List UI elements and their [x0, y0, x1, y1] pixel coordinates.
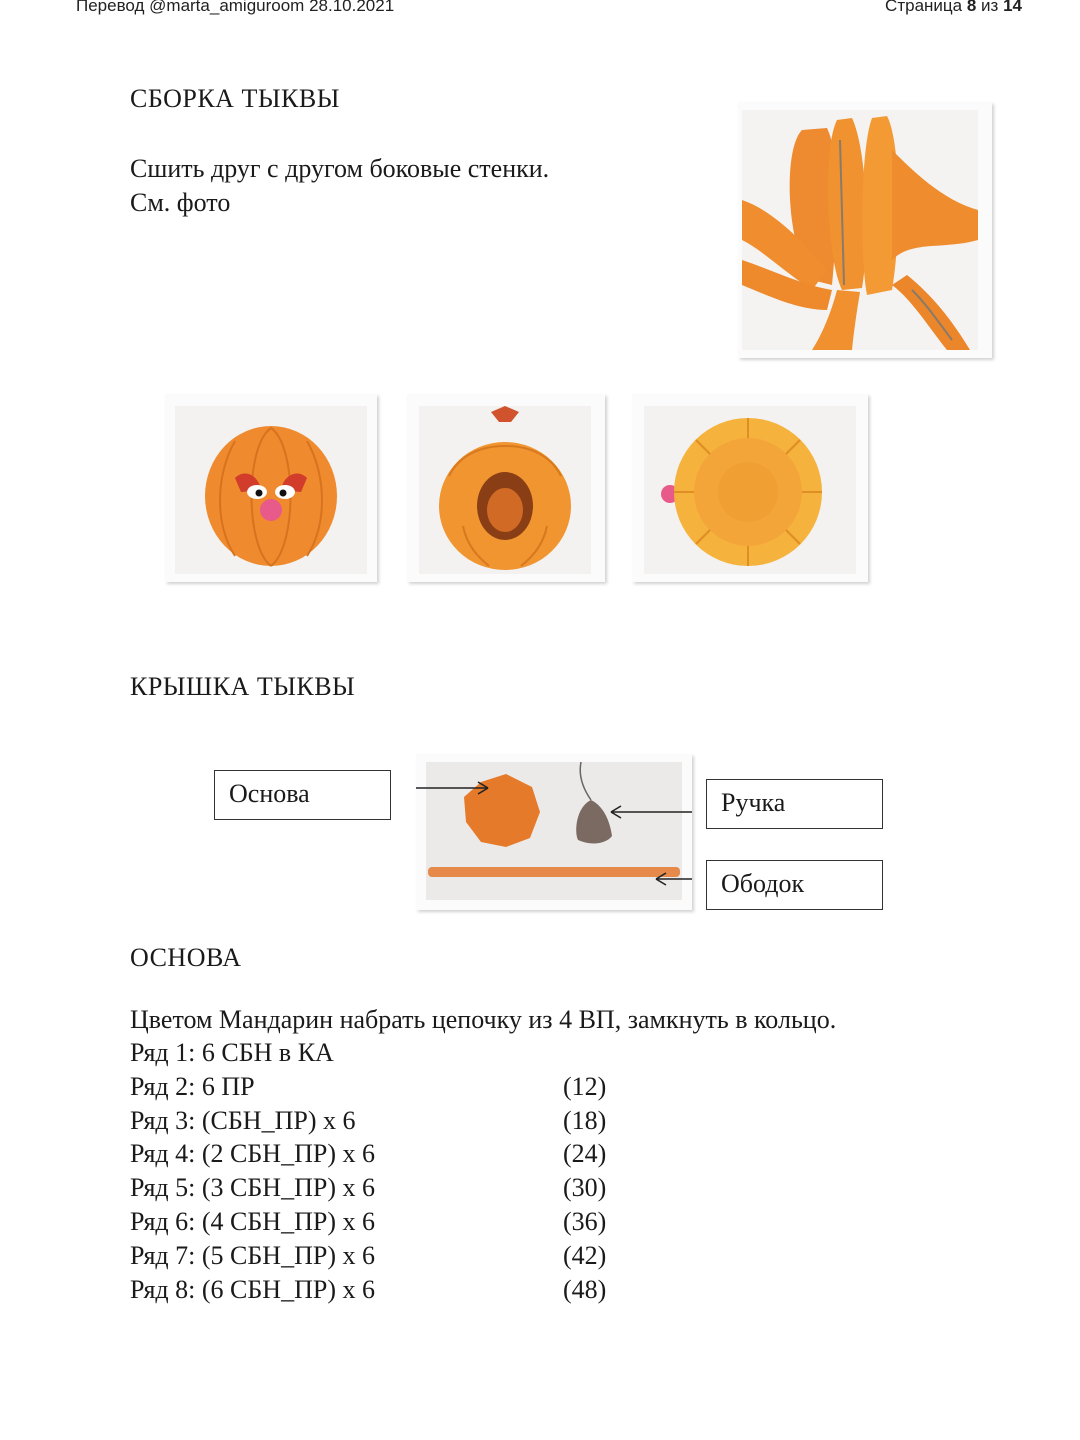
row-count: (42)	[563, 1240, 607, 1270]
row-text: Ряд 5: (3 СБН_ПР) х 6	[130, 1173, 375, 1203]
label-handle: Ручка	[706, 779, 883, 829]
total-pages: 14	[1003, 0, 1022, 15]
row-count: (12)	[563, 1071, 607, 1101]
header-left-text: Перевод @marta_amiguroom 28.10.2021	[76, 0, 395, 15]
row-count: (18)	[563, 1105, 607, 1135]
label-base: Основа	[214, 770, 391, 820]
label-rim: Ободок	[706, 860, 883, 910]
row-text: Ряд 8: (6 СБН_ПР) х 6	[130, 1274, 375, 1304]
page-word: Страница	[885, 0, 963, 15]
row-text: Ряд 1: 6 СБН в КА	[130, 1038, 334, 1067]
photo-pumpkin-face	[165, 394, 377, 582]
row-text: Ряд 6: (4 СБН_ПР) х 6	[130, 1206, 375, 1236]
page-indicator	[885, 0, 1022, 16]
photo-pumpkin-open	[407, 394, 605, 582]
base-intro: Цветом Мандарин набрать цепочку из 4 ВП, замкнуть в кольцо.	[130, 1005, 837, 1034]
row-count: (30)	[563, 1173, 607, 1203]
row-text: Ряд 4: (2 СБН_ПР) х 6	[130, 1139, 375, 1169]
row-text: Ряд 3: (СБН_ПР) х 6	[130, 1105, 356, 1135]
page-number: 8	[966, 0, 977, 15]
section-title-assembly: СБОРКА ТЫКВЫ	[130, 84, 340, 113]
row-count: (36)	[563, 1206, 607, 1236]
of-word: из	[981, 0, 999, 15]
row-text: Ряд 7: (5 СБН_ПР) х 6	[130, 1240, 375, 1270]
assembly-line-2: См. фото	[130, 188, 231, 217]
section-title-lid: КРЫШКА ТЫКВЫ	[130, 672, 356, 701]
photo-pumpkin-bottom	[632, 394, 868, 582]
row-text: Ряд 2: 6 ПР	[130, 1071, 255, 1101]
row-count: (24)	[563, 1139, 607, 1169]
photo-sewn-walls	[738, 102, 992, 358]
row-count: (48)	[563, 1274, 607, 1304]
section-title-base: ОСНОВА	[130, 943, 242, 972]
photo-lid-parts	[416, 754, 692, 910]
assembly-line-1: Сшить друг с другом боковые стенки.	[130, 154, 550, 183]
